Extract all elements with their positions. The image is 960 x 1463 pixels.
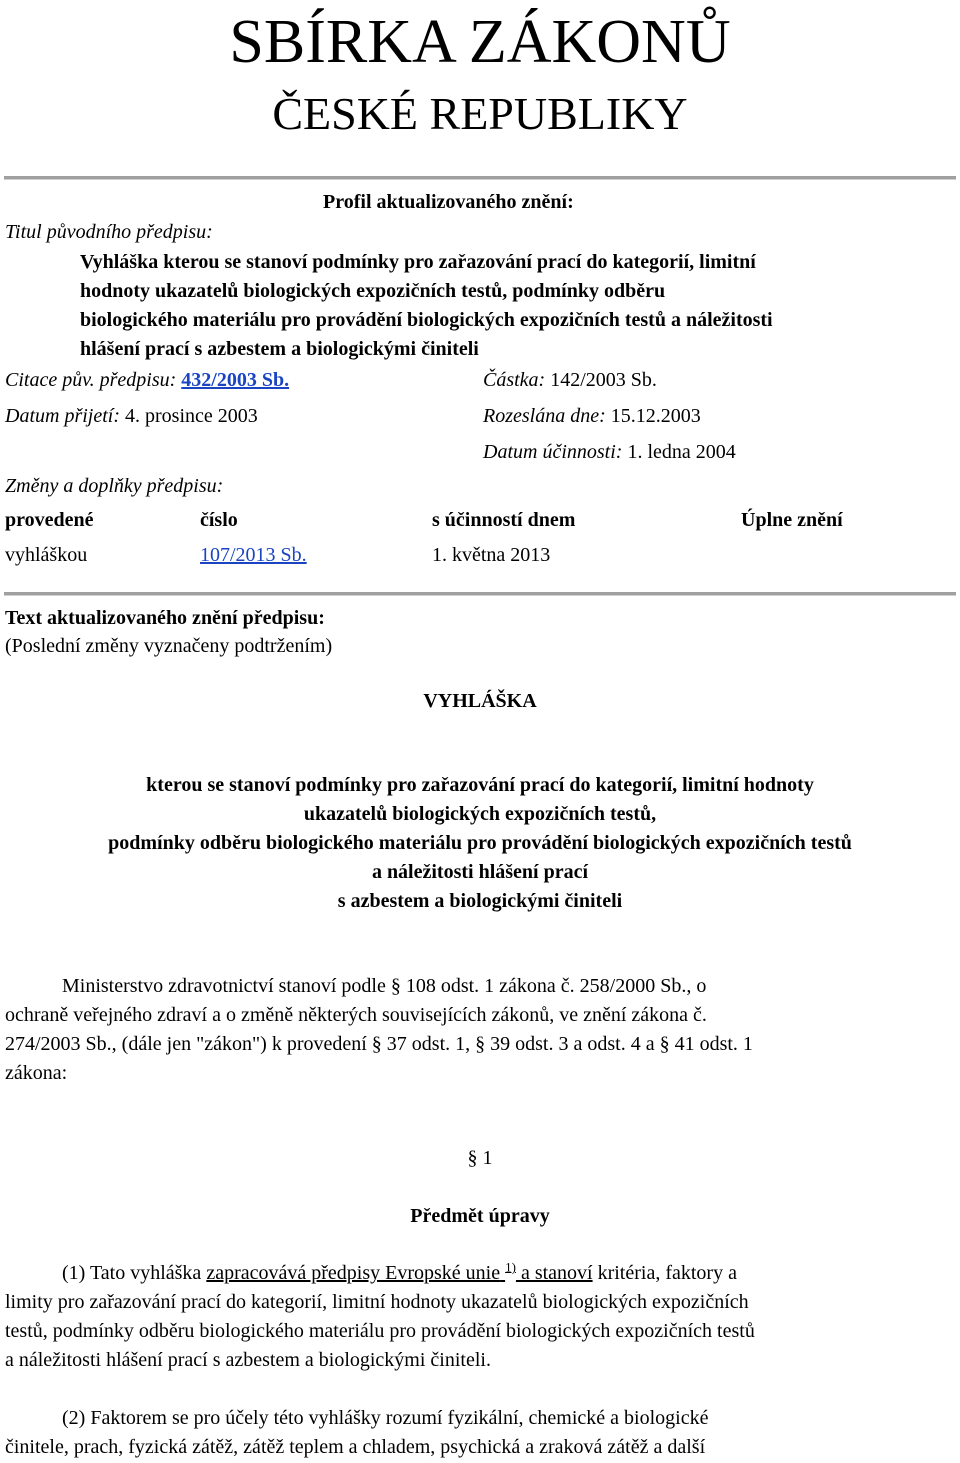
section-mark: § 1 [467,1147,493,1169]
change-row-date: 1. května 2013 [432,544,551,566]
received-row [5,402,258,430]
p1-prefix: (1) Tato vyhláška [62,1262,207,1284]
document-title: VYHLÁŠKA [423,690,537,712]
changes-header-performed: provedené [5,509,94,531]
profile-divider [4,592,956,596]
original-title-line: hlášení prací s azbestem a biologickými činiteli [80,338,479,360]
footnote-ref[interactable]: 1) [505,1259,516,1275]
p1-amended-text: zapracovává předpisy Evropské unie [206,1262,501,1284]
text-heading: Text aktualizovaného znění předpisu: [5,607,325,629]
effective-value: 1. ledna 2004 [627,441,736,463]
paragraph-line: testů, podmínky odběru biologického materiálu pro provádění biologických expozičních testů [5,1320,755,1342]
part-value: 142/2003 Sb. [550,369,657,391]
effective-row [483,438,736,466]
profile-heading: Profil aktualizovaného znění: [323,191,574,213]
original-title-line: hodnoty ukazatelů biologických expozičních testů, podmínky odběru [80,280,666,302]
header-divider [4,176,956,180]
original-title-line: Vyhláška kterou se stanoví podmínky pro zařazování prací do kategorií, limitní [80,251,756,273]
subtitle-line: a náležitosti hlášení prací [371,861,589,883]
paragraph-line: (2) Faktorem se pro účely této vyhlášky rozumí fyzikální, chemické a biologické [62,1407,709,1429]
paragraph-1-first-line [62,1259,737,1287]
part-row [483,366,657,394]
changes-note: (Poslední změny vyznačeny podtržením) [5,635,333,657]
collection-title: SBÍRKA ZÁKONŮ [229,8,731,76]
citation-row [5,366,289,394]
paragraph-line: limity pro zařazování prací do kategorií, limitní hodnoty ukazatelů biologických expozičních [5,1291,749,1313]
intro-line: ochraně veřejného zdraví a o změně některých souvisejících zákonů, ve znění zákona č. [5,1004,707,1026]
subtitle-line: kterou se stanoví podmínky pro zařazování prací do kategorií, limitní hodnoty [146,774,814,796]
p1-amended-text-2: a stanoví [515,1262,593,1284]
paragraph-line: a náležitosti hlášení prací s azbestem a biologickými činiteli. [5,1349,491,1371]
changes-header-number: číslo [200,509,238,531]
received-label: Datum přijetí: [5,405,120,427]
subtitle-line: s azbestem a biologickými činiteli [337,890,623,912]
intro-line: 274/2003 Sb., (dále jen "zákon") k provedení § 37 odst. 1, § 39 odst. 3 a odst. 4 a § 41 odst. 1 [5,1033,753,1055]
change-row-number-link[interactable]: 107/2013 Sb. [200,544,307,566]
sent-row [483,402,701,430]
citation-label: Citace pův. předpisu: [5,369,177,391]
changes-header-full-text: Úplne znění [741,509,843,531]
change-row-type: vyhláškou [5,544,88,566]
sent-value: 15.12.2003 [610,405,701,427]
sent-label: Rozeslána dne: [483,405,606,427]
paragraph-line: činitele, prach, fyzická zátěž, zátěž teplem a chladem, psychická a zraková zátěž a další [5,1436,706,1458]
effective-label: Datum účinnosti: [483,441,623,463]
original-title-label: Titul původního předpisu: [5,221,213,243]
subtitle-line: podmínky odběru biologického materiálu pro provádění biologických expozičních testů [108,832,852,854]
citation-link[interactable]: 432/2003 Sb. [181,369,290,391]
intro-line: zákona: [5,1062,68,1084]
p1-suffix: kritéria, faktory a [592,1262,737,1284]
section-title: Předmět úpravy [410,1205,550,1227]
received-value: 4. prosince 2003 [125,405,258,427]
changes-label: Změny a doplňky předpisu: [5,475,224,497]
changes-header-effective: s účinností dnem [432,509,576,531]
part-label: Částka: [483,369,546,391]
intro-line: Ministerstvo zdravotnictví stanoví podle § 108 odst. 1 zákona č. 258/2000 Sb., o [62,975,707,997]
collection-subtitle: ČESKÉ REPUBLIKY [272,88,688,139]
subtitle-line: ukazatelů biologických expozičních testů, [303,803,657,825]
original-title-line: biologického materiálu pro provádění biologických expozičních testů a náležitosti [80,309,773,331]
